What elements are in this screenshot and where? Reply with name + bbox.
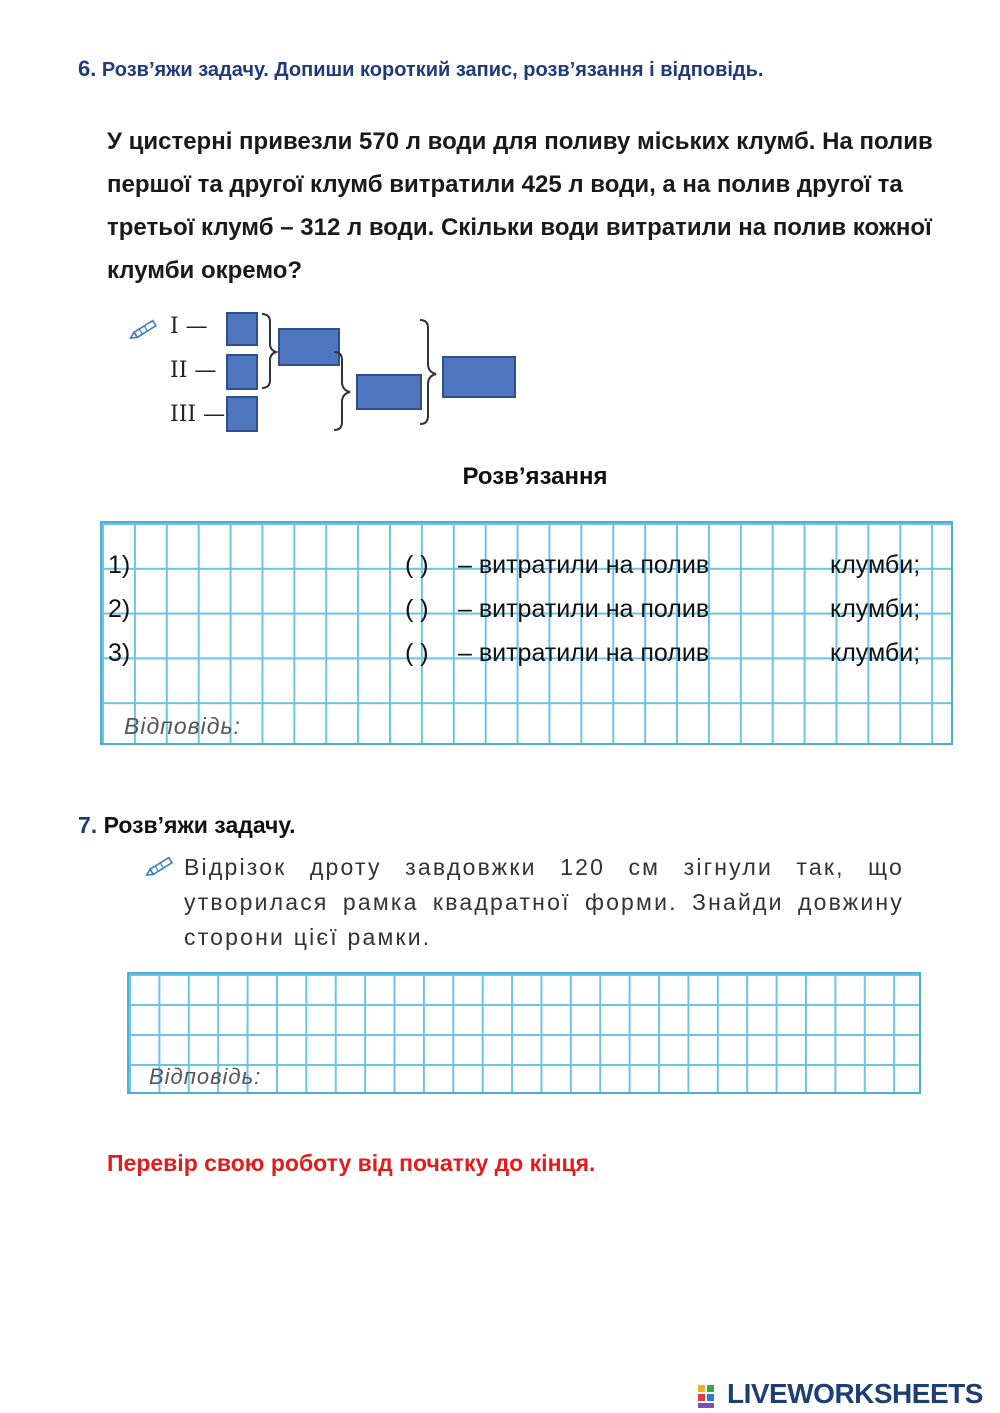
row-text: – витратили на полив <box>458 551 710 579</box>
row-end: клумби; <box>830 595 921 623</box>
label-second-bed: II — <box>170 358 217 383</box>
label-first-bed: I — <box>170 314 208 339</box>
task6-number: 6. <box>78 56 97 81</box>
solution-row-1 <box>108 551 130 580</box>
pencil-icon <box>144 853 178 879</box>
solution-grid[interactable] <box>100 521 953 745</box>
row-number: 1) <box>108 551 131 579</box>
liveworksheets-logo <box>698 1378 983 1410</box>
row-text: – витратили на полив <box>458 595 710 623</box>
liveworksheets-logo-icon <box>698 1383 724 1409</box>
solution-title: Розв’язання <box>462 463 608 490</box>
row-number: 2) <box>108 595 131 623</box>
solution-row-3 <box>108 639 130 668</box>
brace-lines <box>128 308 528 438</box>
logo-text: LIVEWORKSHEETS <box>727 1378 983 1409</box>
row-end: клумби; <box>830 551 921 579</box>
task6-instruction: Розв’яжи задачу. Допиши короткий запис, розв’язання і відповідь. <box>101 59 764 81</box>
task7-solution-grid[interactable] <box>127 972 921 1094</box>
short-record-diagram <box>128 308 528 438</box>
check-work-reminder: Перевір свою роботу від початку до кінця. <box>107 1150 596 1176</box>
row-paren[interactable]: ( ) <box>405 551 429 579</box>
row-text: – витратили на полив <box>458 639 710 667</box>
task7-instruction: Розв’яжи задачу. <box>103 812 296 838</box>
task7-problem-text: Відрізок дроту завдовжки 120 см зігнули так, що утворилася рамка квадратної форми. Знайди довжину сторони цієї рамки. <box>184 854 904 950</box>
solution-row-2 <box>108 595 130 624</box>
task7-heading <box>78 812 296 839</box>
row-paren[interactable]: ( ) <box>405 639 429 667</box>
task6-problem-text: У цистерні привезли 570 л води для поливу міських клумб. На полив першої та другої клумб витратили 425 л води, а на полив другої та третьої клумб – 312 л води. Скільки води витратили на полив кожної клумби окремо? <box>107 128 933 284</box>
answer-label: Відповідь: <box>124 713 241 739</box>
task7-answer-label: Відповідь: <box>149 1064 262 1089</box>
task7-number: 7. <box>78 812 98 838</box>
label-third-bed: III — <box>170 402 226 427</box>
row-paren[interactable]: ( ) <box>405 595 429 623</box>
task6-heading <box>78 56 763 82</box>
row-end: клумби; <box>830 639 921 667</box>
row-number: 3) <box>108 639 131 667</box>
